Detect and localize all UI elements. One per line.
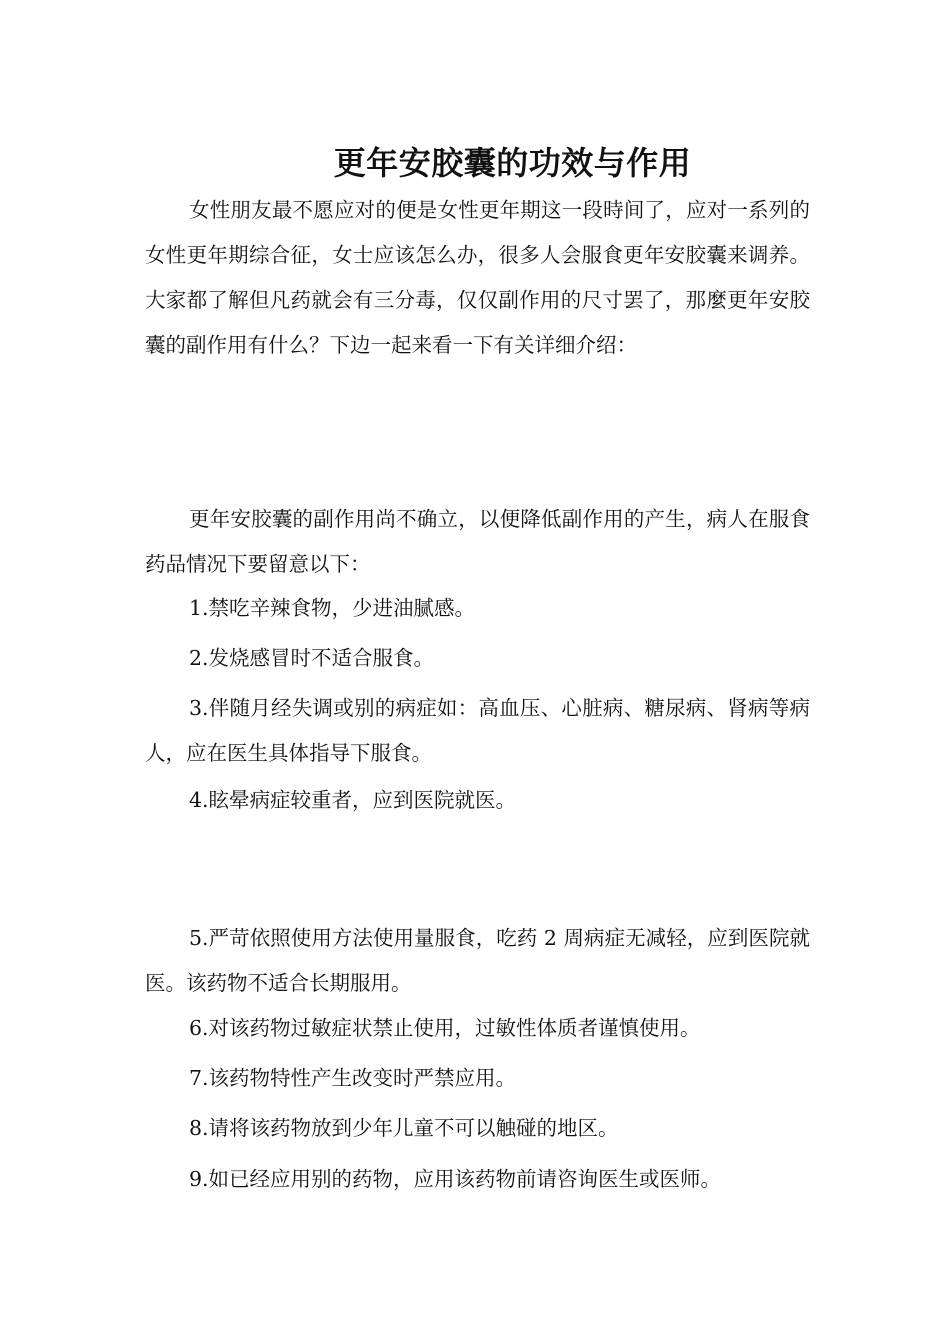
list-item: 2.发烧感冒时不适合服食。 bbox=[189, 646, 435, 670]
list-item: 8.请将该药物放到少年儿童不可以触碰的地区。 bbox=[189, 1116, 619, 1140]
intro-paragraph: 女性朋友最不愿应对的便是女性更年期这一段時间了，应对一系列的女性更年期综合征，女士应该怎么办，很多人会服食更年安胶囊来调养。大家都了解但凡药就会有三分毒，仅仅副作用的尺寸罢了，那麼更年安胶囊的副作用有什么？下边一起来看一下有关详细介绍： bbox=[145, 198, 810, 357]
list-item: 4.眩晕病症较重者，应到医院就医。 bbox=[189, 788, 517, 812]
list-item: 7.该药物特性产生改变时严禁应用。 bbox=[189, 1066, 517, 1090]
list-item: 5.严苛依照使用方法使用量服食，吃药 2 周病症无减轻，应到医院就医。该药物不适合长期服用。 bbox=[145, 926, 810, 995]
list-item: 6.对该药物过敏症状禁止使用，过敏性体质者谨慎使用。 bbox=[189, 1016, 701, 1040]
document-title: 更年安胶囊的功效与作用 bbox=[333, 144, 692, 183]
list-item: 1.禁吃辛辣食物，少进油腻感。 bbox=[189, 596, 476, 620]
list-item: 3.伴随月经失调或别的病症如：高血压、心脏病、糖尿病、肾病等病人，应在医生具体指导下服食。 bbox=[145, 696, 810, 765]
list-item: 9.如已经应用别的药物，应用该药物前请咨询医生或医师。 bbox=[189, 1167, 722, 1191]
lead-paragraph: 更年安胶囊的副作用尚不确立，以便降低副作用的产生，病人在服食药品情况下要留意以下： bbox=[145, 507, 810, 576]
